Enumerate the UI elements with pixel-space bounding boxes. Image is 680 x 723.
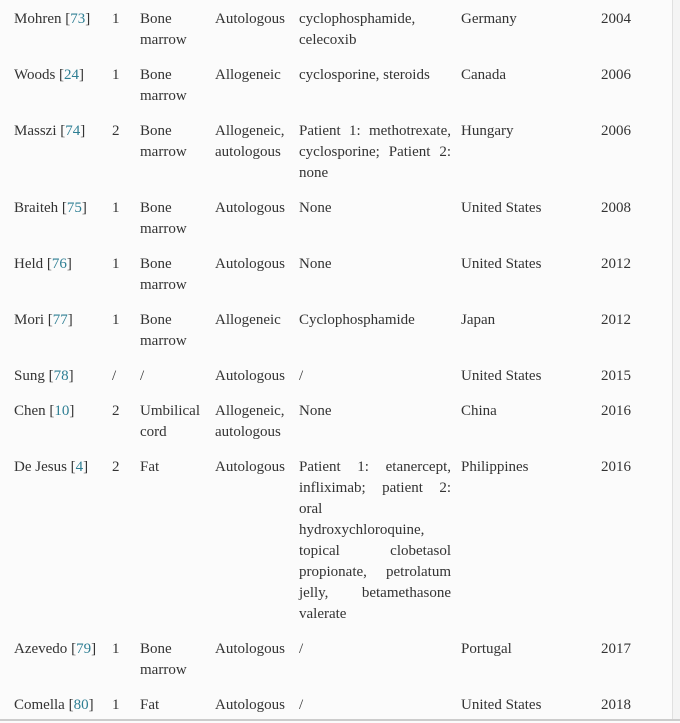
cell-country: Canada	[461, 67, 506, 83]
cell-cell-source: Bone marrow	[140, 200, 187, 237]
cell-graft-type: Autologous	[215, 459, 286, 475]
ref-bracket-open: [	[55, 67, 65, 83]
cell-country: China	[461, 403, 497, 419]
cell-treatment: None	[299, 403, 332, 419]
reference-link[interactable]: 73	[70, 11, 86, 27]
cell-country: Hungary	[461, 123, 514, 139]
cell-treatment: /	[299, 697, 304, 713]
cell-treatment: /	[299, 368, 304, 384]
cell-cell-source: Bone marrow	[140, 256, 187, 293]
cell-treatment: /	[299, 641, 304, 657]
cell-patient-count: 1	[112, 641, 120, 657]
reference-link[interactable]: 77	[52, 312, 68, 328]
ref-bracket-open: [	[56, 123, 66, 139]
cell-author	[14, 247, 112, 303]
cell-year: 2015	[601, 368, 631, 384]
cell-year: 2016	[601, 403, 631, 419]
ref-bracket-open: [	[58, 200, 67, 216]
cell-year: 2016	[601, 459, 631, 475]
cell-patient-count: /	[112, 368, 117, 384]
cell-graft-type: Autologous	[215, 200, 286, 216]
ref-bracket-close: ]	[85, 11, 91, 27]
cell-author	[14, 394, 112, 450]
ref-bracket-close: ]	[66, 256, 72, 272]
cell-treatment: None	[299, 200, 332, 216]
cell-graft-type: Autologous	[215, 697, 286, 713]
cell-country: United States	[461, 200, 542, 216]
ref-bracket-close: ]	[68, 368, 74, 384]
cell-cell-source: Umbilical cord	[140, 403, 200, 440]
cell-author	[14, 114, 112, 191]
cell-cell-source: Bone marrow	[140, 11, 187, 48]
ref-bracket-open: [	[67, 641, 77, 657]
cell-patient-count: 1	[112, 11, 120, 27]
reference-link[interactable]: 80	[73, 697, 89, 713]
cell-author	[14, 303, 112, 359]
table-row	[14, 114, 640, 191]
cell-patient-count: 1	[112, 67, 120, 83]
author-name: Mohren	[14, 11, 62, 27]
cell-treatment: None	[299, 256, 332, 272]
author-name: Held	[14, 256, 44, 272]
cell-patient-count: 1	[112, 256, 120, 272]
cell-cell-source: /	[140, 368, 145, 384]
cell-year: 2006	[601, 67, 631, 83]
cell-patient-count: 1	[112, 200, 120, 216]
cell-year: 2012	[601, 256, 631, 272]
ref-bracket-open: [	[44, 312, 53, 328]
ref-bracket-close: ]	[67, 312, 73, 328]
cell-cell-source: Bone marrow	[140, 67, 187, 104]
cell-patient-count: 2	[112, 123, 120, 139]
author-name: Woods	[14, 67, 56, 83]
ref-bracket-open: [	[45, 403, 55, 419]
cell-country: Philippines	[461, 459, 529, 475]
ref-bracket-open: [	[44, 368, 54, 384]
cell-treatment: Cyclophosphamide	[299, 312, 415, 328]
ref-bracket-close: ]	[81, 200, 87, 216]
ref-bracket-open: [	[64, 697, 74, 713]
ref-bracket-open: [	[61, 11, 71, 27]
ref-bracket-close: ]	[69, 403, 75, 419]
cell-treatment: Patient 1: etanercept, infliximab; patient 2: oral hydroxychloroquine, topical clobetasol propionate, petrolatum jelly, betamethasone valerate	[299, 459, 451, 622]
table-row	[14, 191, 640, 247]
studies-table	[14, 2, 640, 723]
cell-country: United States	[461, 256, 542, 272]
cell-country: Japan	[461, 312, 496, 328]
cell-graft-type: Allogeneic, autologous	[215, 403, 285, 440]
reference-link[interactable]: 24	[64, 67, 80, 83]
cell-patient-count: 2	[112, 403, 120, 419]
cell-graft-type: Allogeneic, autologous	[215, 123, 285, 160]
table-row	[14, 632, 640, 688]
reference-link[interactable]: 4	[75, 459, 84, 475]
cell-year: 2006	[601, 123, 631, 139]
cell-author	[14, 450, 112, 632]
author-name: Braiteh	[14, 200, 59, 216]
ref-bracket-open: [	[43, 256, 52, 272]
author-name: De Jesus	[14, 459, 67, 475]
table-row	[14, 303, 640, 359]
cell-patient-count: 2	[112, 459, 120, 475]
reference-link[interactable]: 74	[65, 123, 81, 139]
cell-treatment: cyclosporine, steroids	[299, 67, 430, 83]
cell-author	[14, 2, 112, 58]
reference-link[interactable]: 76	[51, 256, 67, 272]
cell-year: 2017	[601, 641, 631, 657]
author-name: Mori	[14, 312, 44, 328]
ref-bracket-open: [	[66, 459, 76, 475]
reference-link[interactable]: 75	[66, 200, 82, 216]
cell-patient-count: 1	[112, 697, 120, 713]
cell-country: United States	[461, 697, 542, 713]
table-row	[14, 450, 640, 632]
studies-table-body	[14, 2, 640, 723]
cell-author	[14, 632, 112, 688]
cell-author	[14, 191, 112, 247]
table-row	[14, 359, 640, 394]
cell-year: 2004	[601, 11, 631, 27]
cell-author	[14, 688, 112, 723]
reference-link[interactable]: 79	[76, 641, 92, 657]
table-row	[14, 58, 640, 114]
cell-graft-type: Autologous	[215, 11, 286, 27]
cell-country: United States	[461, 368, 542, 384]
ref-bracket-close: ]	[80, 123, 86, 139]
author-name: Chen	[14, 403, 46, 419]
table-row	[14, 2, 640, 58]
cell-cell-source: Fat	[140, 459, 160, 475]
table-row	[14, 247, 640, 303]
cell-year: 2018	[601, 697, 631, 713]
reference-link[interactable]: 78	[53, 368, 69, 384]
cell-treatment: Patient 1: methotrexate, cyclosporine; Patient 2: none	[299, 123, 451, 181]
cell-year: 2012	[601, 312, 631, 328]
ref-bracket-close: ]	[83, 459, 89, 475]
cell-graft-type: Allogeneic	[215, 67, 281, 83]
ref-bracket-close: ]	[91, 641, 97, 657]
author-name: Masszi	[14, 123, 57, 139]
table-row	[14, 394, 640, 450]
table-row	[14, 688, 640, 723]
cell-country: Portugal	[461, 641, 512, 657]
author-name: Sung	[14, 368, 45, 384]
cell-cell-source: Bone marrow	[140, 312, 187, 349]
cell-cell-source: Bone marrow	[140, 641, 187, 678]
author-name: Comella	[14, 697, 65, 713]
cell-graft-type: Allogeneic	[215, 312, 281, 328]
ref-bracket-close: ]	[79, 67, 85, 83]
cell-country: Germany	[461, 11, 517, 27]
cell-cell-source: Bone marrow	[140, 123, 187, 160]
cell-graft-type: Autologous	[215, 256, 286, 272]
cell-cell-source: Fat	[140, 697, 160, 713]
cell-author	[14, 359, 112, 394]
cell-author	[14, 58, 112, 114]
author-name: Azevedo	[14, 641, 68, 657]
cell-patient-count: 1	[112, 312, 120, 328]
cell-year: 2008	[601, 200, 631, 216]
cell-treatment: cyclophosphamide, celecoxib	[299, 11, 416, 48]
ref-bracket-close: ]	[88, 697, 94, 713]
page-gutter	[673, 0, 680, 721]
reference-link[interactable]: 10	[54, 403, 70, 419]
cell-graft-type: Autologous	[215, 368, 286, 384]
cell-graft-type: Autologous	[215, 641, 286, 657]
